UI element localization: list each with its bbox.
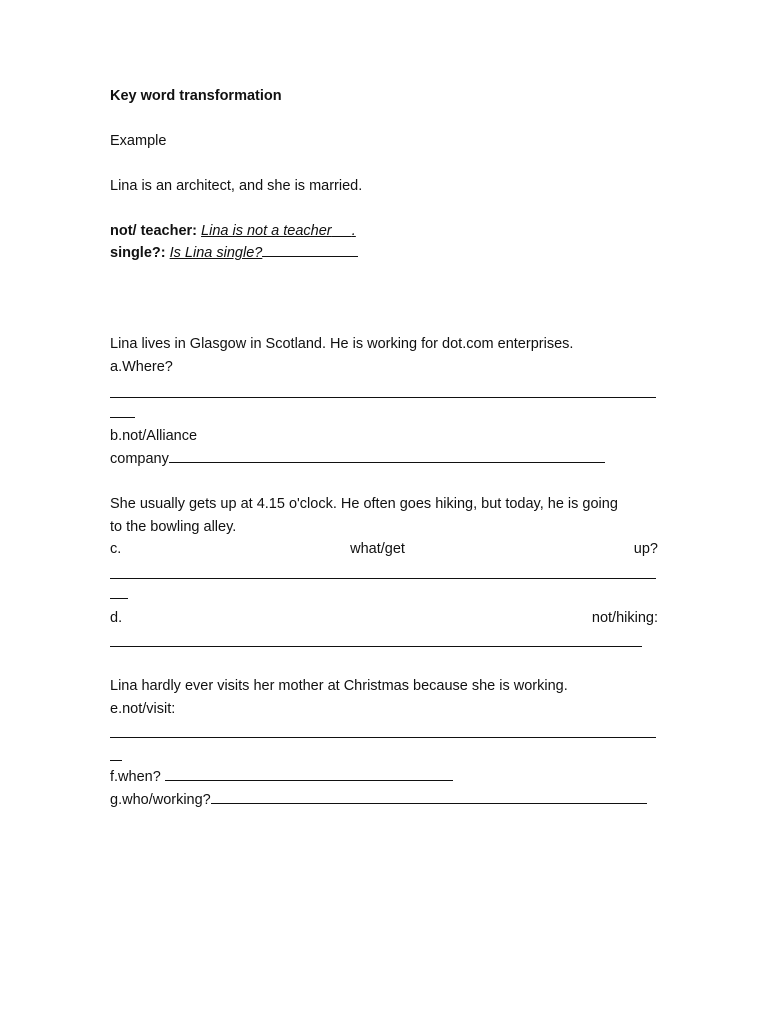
example-item-2-blank: [262, 244, 358, 257]
question-b-label-line1: b.not/Alliance: [110, 428, 198, 444]
question-g-label: g.who/working?: [110, 791, 647, 809]
example-item-2-prompt: single?:: [110, 245, 166, 261]
example-item-1-answer: Lina is not a teacher .: [201, 223, 356, 239]
question-c-answer-line-cont[interactable]: [110, 598, 128, 599]
question-e-label: e.not/visit:: [110, 701, 176, 717]
question-e-answer-line[interactable]: [110, 737, 656, 738]
example-item-2-answer: Is Lina single?: [169, 245, 263, 261]
worksheet-title: Key word transformation: [110, 88, 282, 104]
question-e-answer-line-cont[interactable]: [110, 760, 122, 761]
question-a-answer-line[interactable]: [110, 397, 656, 398]
section-2-sentence-line2: to the bowling alley.: [110, 519, 237, 535]
example-sentence: Lina is an architect, and she is married.: [110, 178, 363, 194]
question-f-label: f.when?: [110, 768, 453, 786]
question-d-answer-line[interactable]: [110, 646, 642, 647]
example-item-2: [110, 244, 358, 262]
question-b-label-line2: company: [110, 450, 605, 468]
question-g-answer-line[interactable]: [211, 791, 647, 804]
question-c-answer-line[interactable]: [110, 578, 656, 579]
section-3-sentence: Lina hardly ever visits her mother at Christmas because she is working.: [110, 678, 568, 694]
question-b-answer-line[interactable]: [169, 450, 605, 463]
section-2-sentence-line1: She usually gets up at 4.15 o'clock. He often goes hiking, but today, he is going: [110, 496, 618, 512]
question-a-answer-line-cont[interactable]: [110, 417, 135, 418]
question-c-label: c. what/get up?: [110, 541, 658, 557]
section-1-sentence: Lina lives in Glasgow in Scotland. He is working for dot.com enterprises.: [110, 336, 574, 352]
example-heading: Example: [110, 133, 167, 149]
example-item-1: [110, 222, 356, 240]
question-a-label: a.Where?: [110, 359, 173, 375]
example-item-1-prompt: not/ teacher:: [110, 223, 198, 239]
question-f-answer-line[interactable]: [165, 768, 453, 781]
question-d-label: d. not/hiking:: [110, 610, 658, 626]
